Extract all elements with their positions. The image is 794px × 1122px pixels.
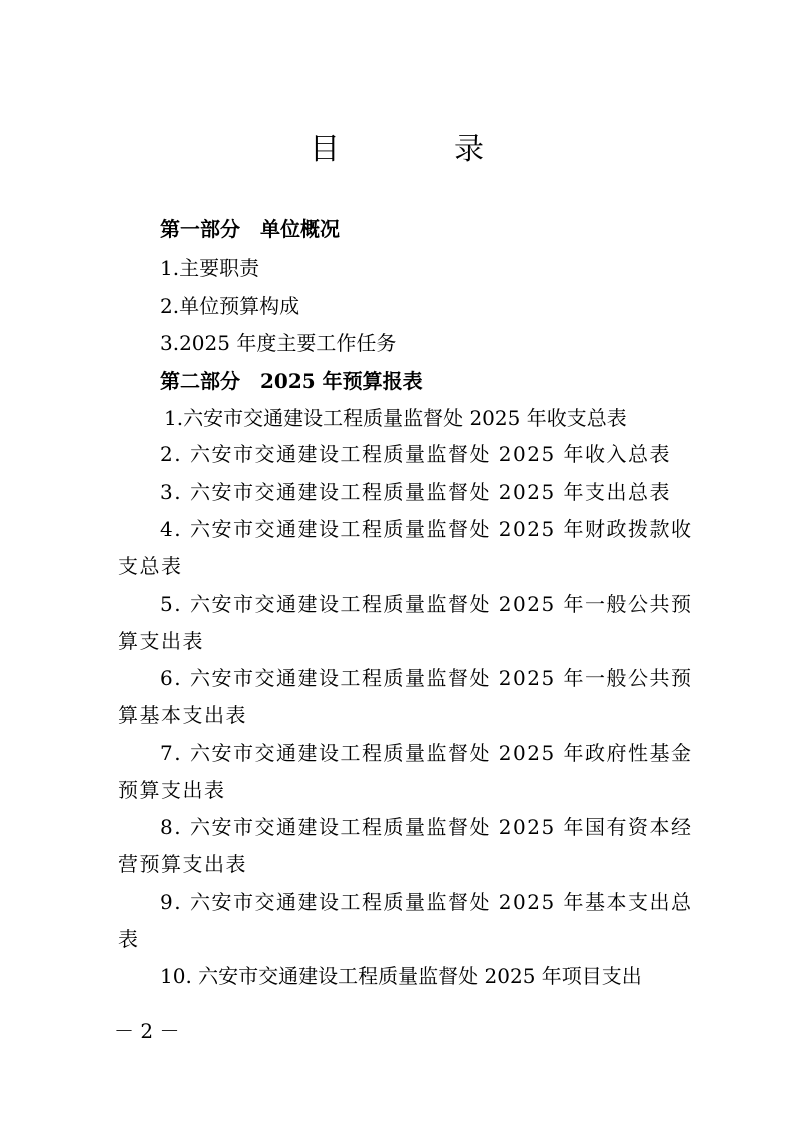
toc-item-table-6-cont: 算基本支出表: [118, 703, 247, 727]
toc-item-table-8: 8. 六安市交通建设工程质量监督处 2025 年国有资本经: [160, 815, 693, 839]
page-number: － 2 －: [114, 1019, 180, 1043]
toc-item-table-1: 1.六安市交通建设工程质量监督处 2025 年收支总表: [164, 406, 627, 430]
page-title: 目 录: [310, 132, 526, 167]
toc-item-table-4: 4. 六安市交通建设工程质量监督处 2025 年财政拨款收: [160, 517, 693, 541]
toc-item-table-3: 3. 六安市交通建设工程质量监督处 2025 年支出总表: [160, 480, 672, 504]
toc-item-table-5: 5. 六安市交通建设工程质量监督处 2025 年一般公共预: [160, 592, 693, 616]
toc-item-table-9-cont: 表: [118, 927, 140, 951]
toc-item-work-tasks: 3.2025 年度主要工作任务: [160, 331, 397, 355]
toc-item-budget-composition: 2.单位预算构成: [160, 294, 300, 318]
section-heading-part-one: 第一部分 单位概况: [160, 217, 340, 241]
toc-item-table-8-cont: 营预算支出表: [118, 852, 247, 876]
section-heading-part-two: 第二部分 2025 年预算报表: [160, 369, 423, 393]
toc-item-table-2: 2. 六安市交通建设工程质量监督处 2025 年收入总表: [160, 442, 672, 466]
toc-item-table-10: 10. 六安市交通建设工程质量监督处 2025 年项目支出: [160, 964, 642, 988]
toc-item-table-9: 9. 六安市交通建设工程质量监督处 2025 年基本支出总: [160, 890, 693, 914]
toc-item-table-5-cont: 算支出表: [118, 629, 204, 653]
toc-item-table-6: 6. 六安市交通建设工程质量监督处 2025 年一般公共预: [160, 666, 693, 690]
toc-item-table-4-cont: 支总表: [118, 554, 183, 578]
toc-item-table-7-cont: 预算支出表: [118, 778, 226, 802]
toc-item-table-7: 7. 六安市交通建设工程质量监督处 2025 年政府性基金: [160, 741, 693, 765]
toc-item-main-duties: 1.主要职责: [160, 256, 260, 280]
